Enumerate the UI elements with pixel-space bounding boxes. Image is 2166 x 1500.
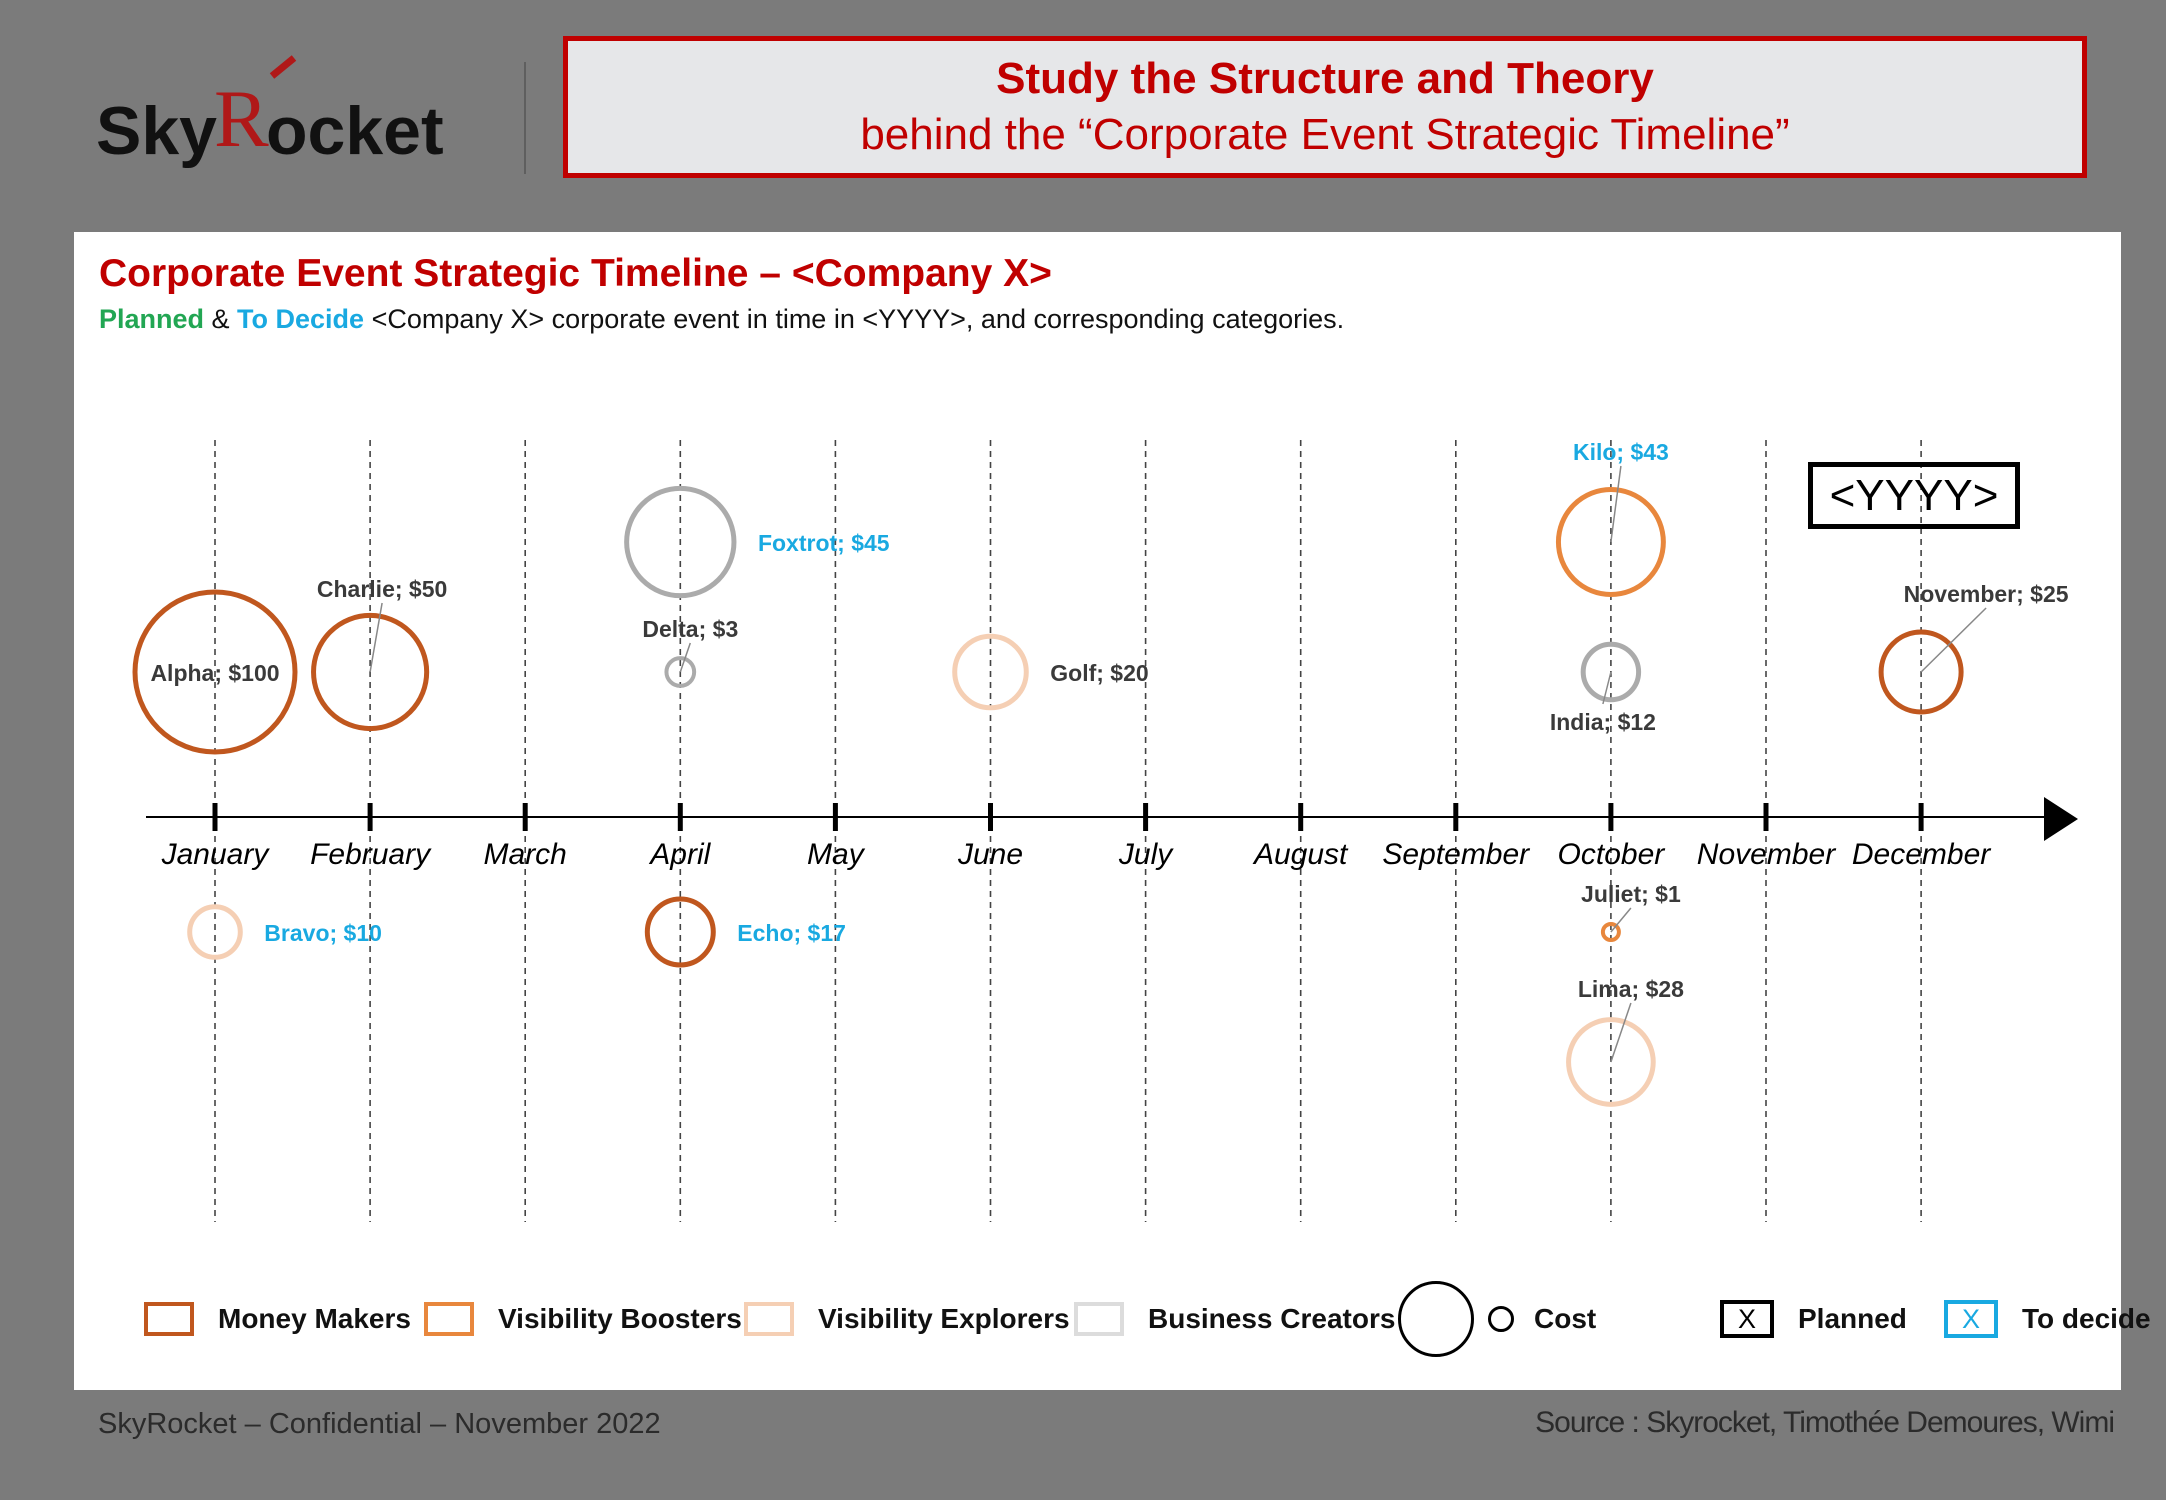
legend-swatch-business-creators bbox=[1074, 1302, 1124, 1336]
leader-line-lima bbox=[1611, 1003, 1631, 1062]
month-label-december: December bbox=[1851, 838, 1991, 871]
year-box: <YYYY> bbox=[1808, 462, 2020, 529]
event-label-charlie: Charlie; $50 bbox=[316, 576, 448, 602]
month-label-october: October bbox=[1557, 838, 1665, 871]
event-label-india: India; $12 bbox=[1549, 709, 1656, 735]
timeline-arrow-icon bbox=[2044, 797, 2078, 841]
event-label-november: November; $25 bbox=[1903, 581, 2069, 607]
legend-label-cost: Cost bbox=[1534, 1303, 1597, 1334]
legend-label-business-creators: Business Creators bbox=[1148, 1303, 1396, 1334]
month-label-november: November bbox=[1696, 838, 1836, 871]
logo-accent-mark bbox=[272, 58, 294, 76]
logo-text-ocket: ocket bbox=[266, 93, 444, 169]
event-label-juliet: Juliet; $1 bbox=[1581, 881, 1681, 907]
legend-planned bbox=[1720, 1284, 1907, 1354]
legend-label-planned: Planned bbox=[1798, 1303, 1907, 1334]
legend-label-visibility-boosters: Visibility Boosters bbox=[498, 1303, 742, 1334]
subtitle-planned: Planned bbox=[99, 304, 205, 334]
skyrocket-logo bbox=[96, 50, 496, 180]
leader-line-kilo bbox=[1611, 466, 1621, 542]
legend-visibility-boosters bbox=[424, 1284, 742, 1354]
legend bbox=[144, 1284, 2151, 1354]
legend-business-creators bbox=[1074, 1284, 1395, 1354]
month-label-september: September bbox=[1382, 838, 1530, 871]
logo-wordmark bbox=[96, 50, 496, 180]
header-title: Study the Structure and Theory bbox=[996, 54, 1654, 103]
logo-text-r: R bbox=[214, 73, 269, 164]
legend-label-to-decide: To decide bbox=[2022, 1303, 2151, 1334]
legend-label-visibility-explorers: Visibility Explorers bbox=[818, 1303, 1070, 1334]
legend-cost bbox=[1398, 1284, 1596, 1354]
event-label-kilo: Kilo; $43 bbox=[1572, 439, 1669, 465]
event-label-alpha: Alpha; $100 bbox=[150, 660, 280, 686]
event-label-delta: Delta; $3 bbox=[642, 616, 739, 642]
footer-source: Source : Skyrocket, Timothée Demoures, Wimi bbox=[1535, 1406, 2114, 1439]
legend-swatch-money-makers bbox=[144, 1302, 194, 1336]
event-label-foxtrot: Foxtrot; $45 bbox=[757, 530, 890, 556]
month-label-february: February bbox=[310, 838, 431, 871]
header-banner bbox=[563, 36, 2087, 178]
event-bubble-echo bbox=[647, 899, 713, 965]
legend-visibility-explorers bbox=[744, 1284, 1070, 1354]
month-label-august: August bbox=[1253, 838, 1348, 871]
leader-line-juliet bbox=[1611, 908, 1631, 932]
month-label-january: January bbox=[161, 838, 269, 871]
logo-text-sky: Sky bbox=[96, 93, 217, 169]
event-label-echo: Echo; $17 bbox=[737, 920, 846, 946]
chart-title: Corporate Event Strategic Timeline – <Company X> bbox=[99, 252, 1052, 295]
subtitle-todecide: To Decide bbox=[237, 304, 365, 334]
month-label-may: May bbox=[807, 838, 864, 871]
footer-confidential: SkyRocket – Confidential – November 2022 bbox=[98, 1408, 661, 1440]
subtitle-rest: <Company X> corporate event in time in <YYYY>, and corresponding categories. bbox=[364, 304, 1345, 334]
month-label-june: June bbox=[957, 838, 1024, 871]
legend-cost-large-circle bbox=[1398, 1281, 1474, 1357]
month-label-march: March bbox=[483, 838, 567, 871]
month-label-april: April bbox=[650, 838, 711, 871]
subtitle-amp: & bbox=[204, 304, 238, 334]
legend-money-makers bbox=[144, 1284, 411, 1354]
legend-to-decide bbox=[1944, 1284, 2151, 1354]
header-subtitle: behind the “Corporate Event Strategic Timeline” bbox=[860, 110, 1790, 159]
legend-swatch-visibility-explorers bbox=[744, 1302, 794, 1336]
timeline-chart bbox=[74, 232, 2121, 1272]
legend-box-to-decide: X bbox=[1944, 1300, 1998, 1338]
leader-line-november bbox=[1921, 608, 1986, 672]
event-label-lima: Lima; $28 bbox=[1577, 976, 1684, 1002]
event-label-golf: Golf; $20 bbox=[1050, 660, 1149, 686]
legend-label-money-makers: Money Makers bbox=[218, 1303, 411, 1334]
chart-panel bbox=[74, 232, 2151, 1390]
legend-swatch-visibility-boosters bbox=[424, 1302, 474, 1336]
month-label-july: July bbox=[1118, 838, 1173, 871]
logo-separator bbox=[524, 62, 526, 174]
event-label-bravo: Bravo; $10 bbox=[264, 920, 382, 946]
legend-box-planned: X bbox=[1720, 1300, 1774, 1338]
legend-cost-small-circle bbox=[1488, 1306, 1514, 1332]
